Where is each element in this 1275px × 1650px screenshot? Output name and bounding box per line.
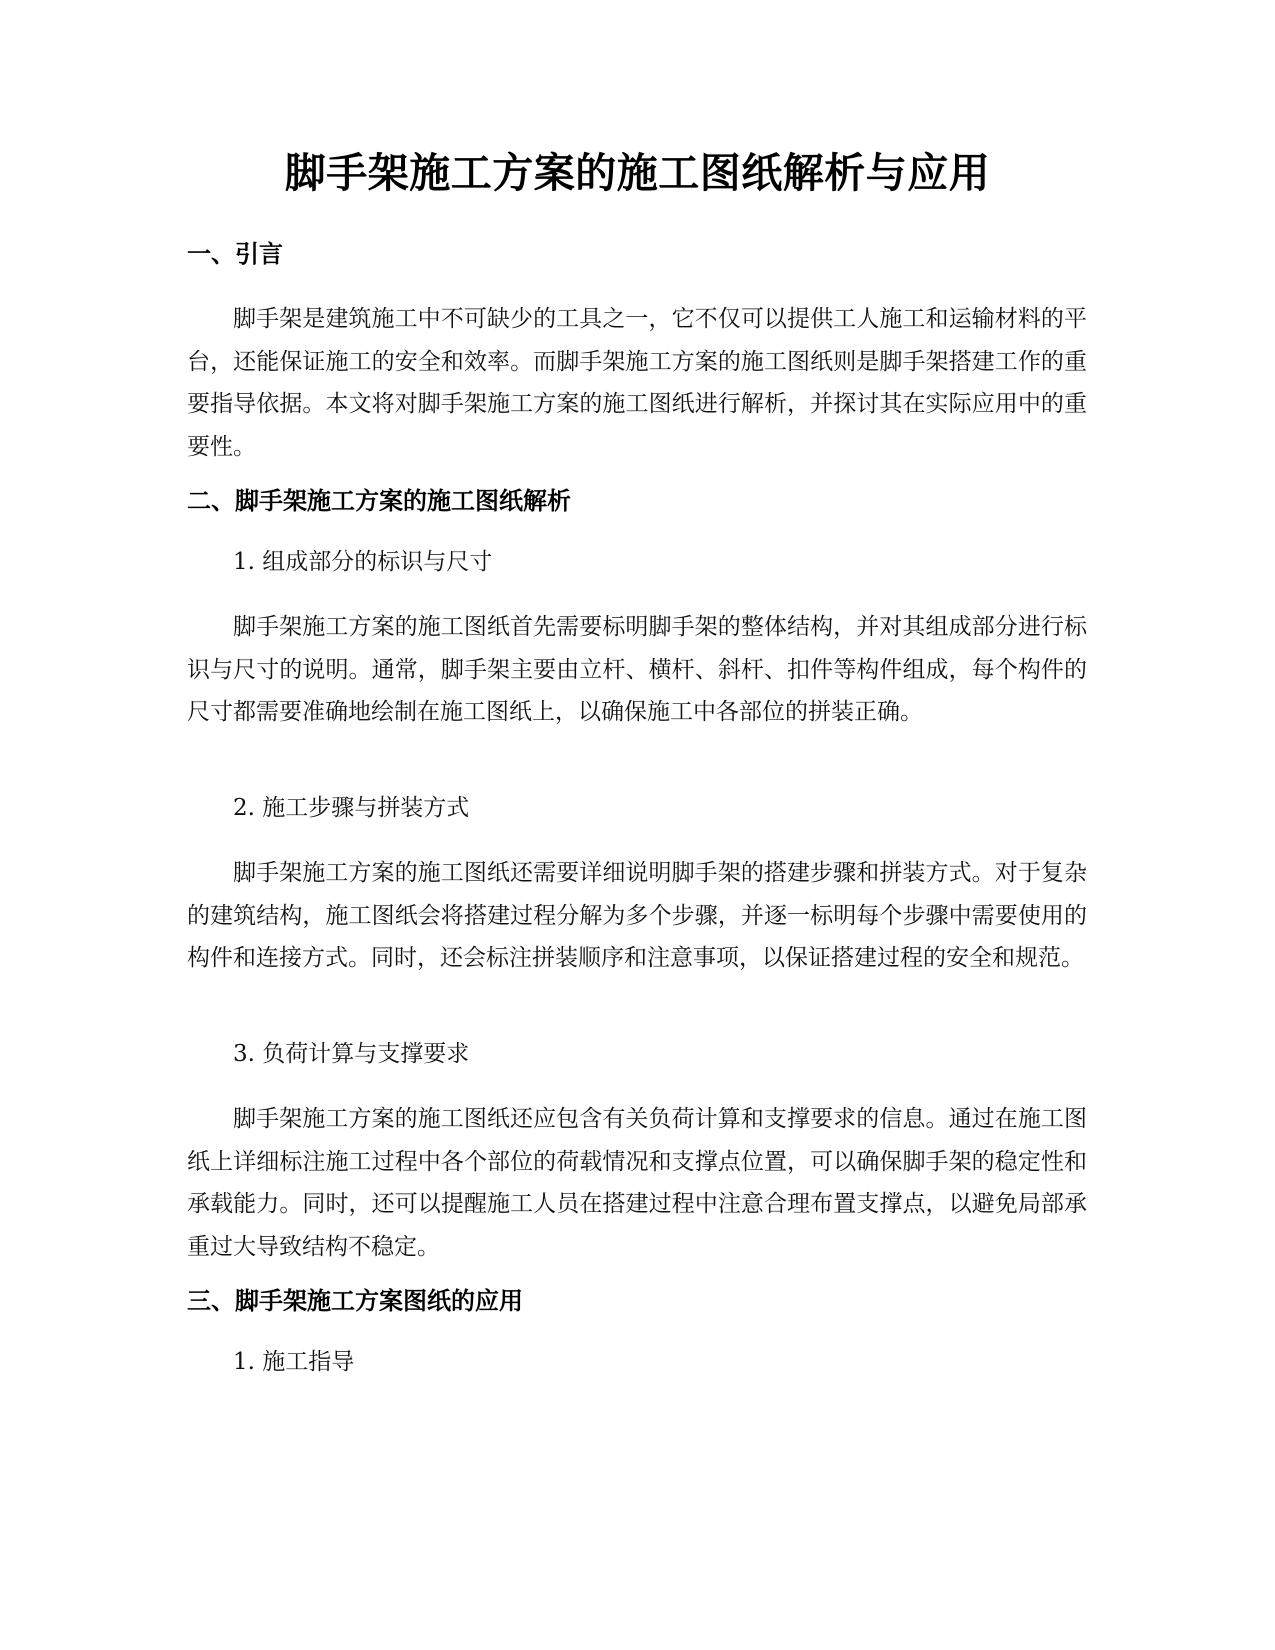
assembly-steps-paragraph: 脚手架施工方案的施工图纸还需要详细说明脚手架的搭建步骤和拼装方式。对于复杂的建筑结构，施工图纸会将搭建过程分解为多个步骤，并逐一标明每个步骤中需要使用的构件和连接方式。同时，还会标注拼装顺序和注意事项，以保证搭建过程的安全和规范。 (187, 860, 1087, 971)
subitem-title-construction-guidance: 1. 施工指导 (233, 1349, 355, 1375)
introduction-paragraph: 脚手架是建筑施工中不可缺少的工具之一，它不仅可以提供工人施工和运输材料的平台，还能保证施工的安全和效率。而脚手架施工方案的施工图纸则是脚手架搭建工作的重要指导依据。本文将对脚手架施工方案的施工图纸进行解析，并探讨其在实际应用中的重要性。 (187, 306, 1087, 460)
document-title: 脚手架施工方案的施工图纸解析与应用 (284, 149, 991, 197)
section-heading-application: 三、脚手架施工方案图纸的应用 (187, 1287, 523, 1315)
subitem-title-components: 1. 组成部分的标识与尺寸 (233, 549, 493, 575)
subitem-title-load-calculation: 3. 负荷计算与支撑要求 (233, 1041, 470, 1067)
load-calculation-paragraph: 脚手架施工方案的施工图纸还应包含有关负荷计算和支撑要求的信息。通过在施工图纸上详细标注施工过程中各个部位的荷载情况和支撑点位置，可以确保脚手架的稳定性和承载能力。同时，还可以提醒施工人员在搭建过程中注意合理布置支撑点，以避免局部承重过大导致结构不稳定。 (187, 1106, 1087, 1260)
section-heading-drawing-analysis: 二、脚手架施工方案的施工图纸解析 (187, 487, 571, 515)
subitem-title-assembly-steps: 2. 施工步骤与拼装方式 (233, 795, 470, 821)
components-paragraph: 脚手架施工方案的施工图纸首先需要标明脚手架的整体结构，并对其组成部分进行标识与尺寸的说明。通常，脚手架主要由立杆、横杆、斜杆、扣件等构件组成，每个构件的尺寸都需要准确地绘制在施工图纸上，以确保施工中各部位的拼装正确。 (187, 614, 1087, 725)
section-heading-introduction: 一、引言 (187, 240, 283, 268)
